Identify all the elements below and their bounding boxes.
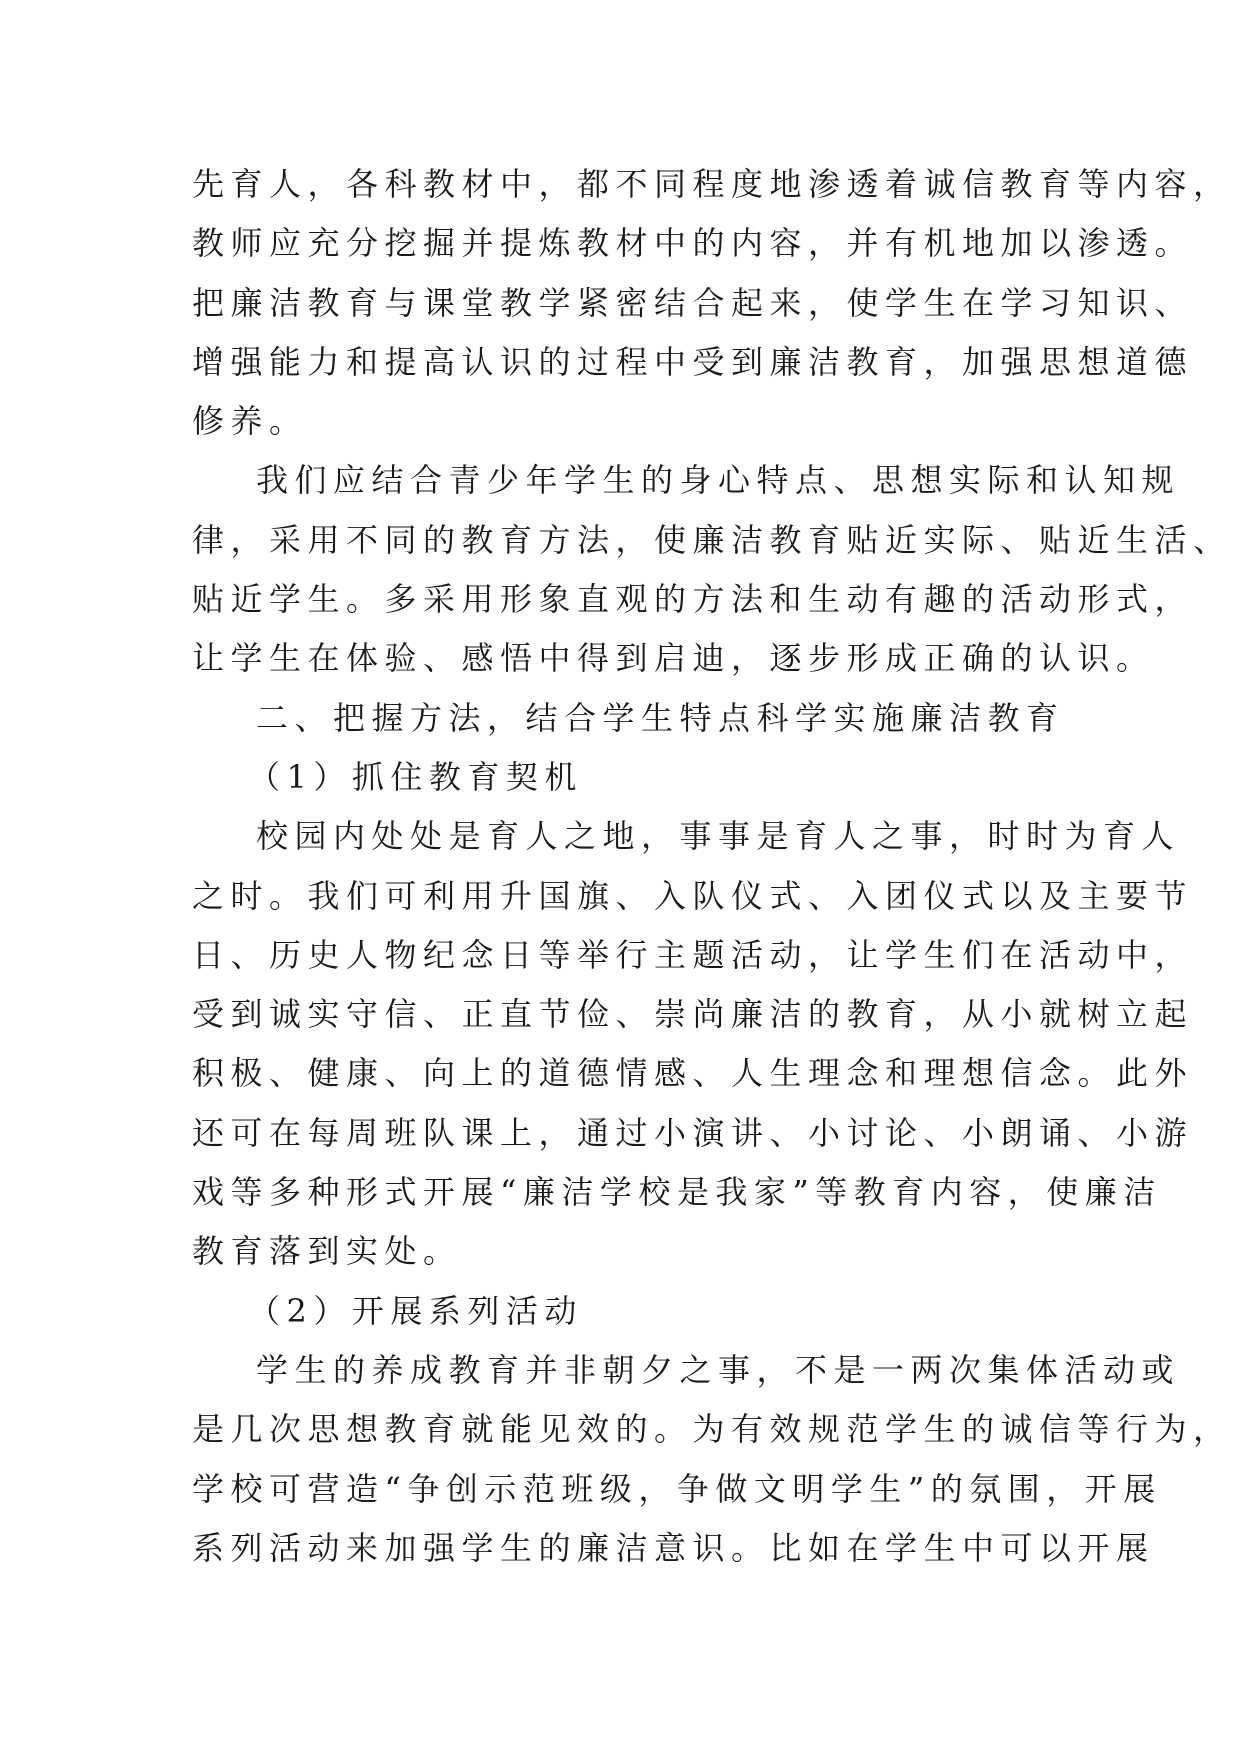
text-line: 学生的养成教育并非朝夕之事，不是一两次集体活动或 (256, 1350, 1181, 1389)
text-line: 教师应充分挖掘并提炼教材中的内容，并有机地加以渗透。 (192, 224, 1194, 263)
text-line: 先育人，各科教材中，都不同程度地渗透着诚信教育等内容， (192, 165, 1232, 203)
text-line: 让学生在体验、感悟中得到启迪，逐步形成正确的认识。 (192, 639, 1155, 678)
text-line: 教育落到实处。 (192, 1232, 462, 1271)
section-heading: 二、把握方法，结合学生特点科学实施廉洁教育 (256, 698, 1065, 737)
text-line: 贴近学生。多采用形象直观的方法和生动有趣的活动形式， (192, 580, 1194, 619)
text-line: 戏等多种形式开展“廉洁学校是我家”等教育内容，使廉洁 (192, 1173, 1162, 1212)
text-line: 之时。我们可利用升国旗、入队仪式、入团仪式以及主要节 (192, 876, 1194, 915)
text-line: 受到诚实守信、正直节俭、崇尚廉洁的教育，从小就树立起 (192, 995, 1194, 1034)
text-line: 增强能力和提高认识的过程中受到廉洁教育，加强思想道德 (192, 342, 1194, 381)
subsection-heading: （1）抓住教育契机 (248, 757, 583, 796)
text-line: 我们应结合青少年学生的身心特点、思想实际和认知规 (256, 461, 1181, 500)
text-line: 是几次思想教育就能见效的。为有效规范学生的诚信等行为， (192, 1410, 1232, 1449)
text-line: 系列活动来加强学生的廉洁意识。比如在学生中可以开展 (192, 1528, 1155, 1567)
text-line: 学校可营造“争创示范班级，争做文明学生”的氛围，开展 (192, 1469, 1162, 1508)
text-line: 把廉洁教育与课堂教学紧密结合起来，使学生在学习知识、 (192, 283, 1194, 322)
text-line: 律，采用不同的教育方法，使廉洁教育贴近实际、贴近生活、 (192, 520, 1232, 559)
text-line: 校园内处处是育人之地，事事是育人之事，时时为育人 (256, 817, 1181, 856)
text-line: 修养。 (192, 402, 308, 441)
text-line: 日、历史人物纪念日等举行主题活动，让学生们在活动中， (192, 935, 1194, 974)
subsection-heading: （2）开展系列活动 (248, 1291, 583, 1330)
text-line: 还可在每周班队课上，通过小演讲、小讨论、小朗诵、小游 (192, 1113, 1194, 1152)
body-text (192, 155, 1232, 1578)
text-line: 积极、健康、向上的道德情感、人生理念和理想信念。此外 (192, 1054, 1194, 1093)
